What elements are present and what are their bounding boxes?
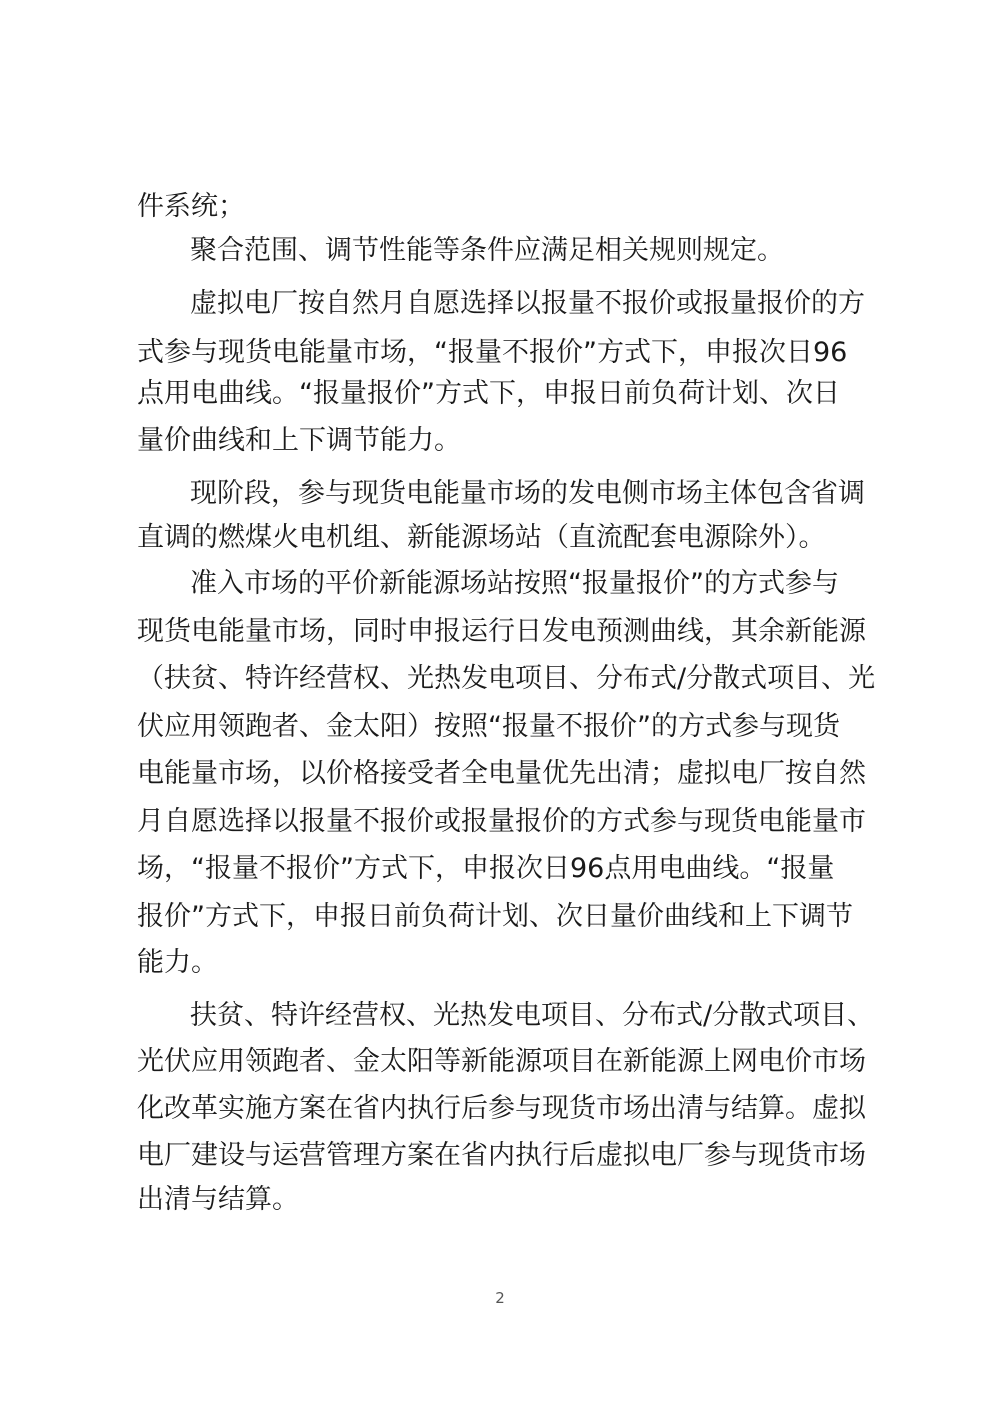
text-line: 扶贫、特许经营权、光热发电项目、分布式/分散式项目、 [190,1000,875,1031]
text-line: 电厂建设与运营管理方案在省内执行后虚拟电厂参与现货市场 [137,1140,866,1171]
text-line: 虚拟电厂按自然月自愿选择以报量不报价或报量报价的方 [190,288,865,319]
text-line: 点用电曲线。“报量报价”方式下，申报日前负荷计划、次日 [137,378,840,409]
text-line: 聚合范围、调节性能等条件应满足相关规则规定。 [190,235,784,266]
text-line: 量价曲线和上下调节能力。 [137,425,461,456]
text-line: 现货电能量市场，同时申报运行日发电预测曲线，其余新能源 [137,616,866,647]
text-line: 准入市场的平价新能源场站按照“报量报价”的方式参与 [190,568,839,599]
text-line: 伏应用领跑者、金太阳）按照“报量不报价”的方式参与现货 [137,711,840,742]
text-line: 件系统； [137,191,245,222]
text-line: 月自愿选择以报量不报价或报量报价的方式参与现货电能量市 [137,806,866,837]
text-line: 出清与结算。 [137,1184,299,1215]
text-line: 化改革实施方案在省内执行后参与现货市场出清与结算。虚拟 [137,1093,866,1124]
text-line: 式参与现货电能量市场，“报量不报价”方式下，申报次日96 [137,337,848,368]
text-line: 能力。 [137,947,218,978]
page-number: 2 [495,1289,505,1307]
text-line: 电能量市场，以价格接受者全电量优先出清；虚拟电厂按自然 [137,758,866,789]
text-line: 直调的燃煤火电机组、新能源场站（直流配套电源除外）。 [137,522,826,553]
text-line: 报价”方式下，申报日前负荷计划、次日量价曲线和上下调节 [137,901,853,932]
text-line: 现阶段，参与现货电能量市场的发电侧市场主体包含省调 [190,478,865,509]
text-line: 场，“报量不报价”方式下，申报次日96点用电曲线。“报量 [137,853,835,884]
text-line: 光伏应用领跑者、金太阳等新能源项目在新能源上网电价市场 [137,1046,866,1077]
text-line: （扶贫、特许经营权、光热发电项目、分布式/分散式项目、光 [137,663,876,694]
